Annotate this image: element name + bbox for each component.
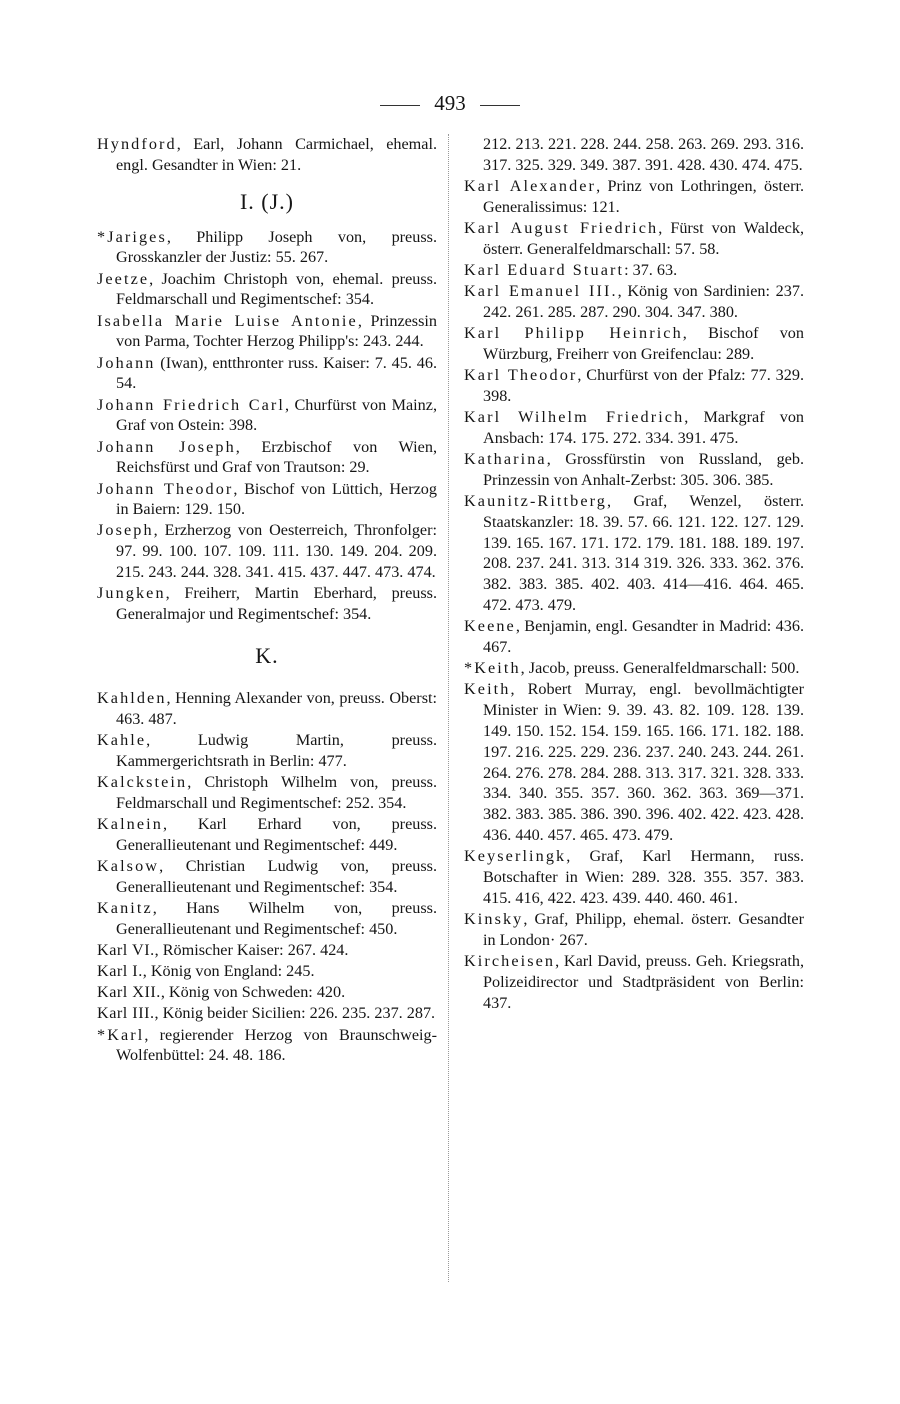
index-entry [97, 1003, 437, 1024]
index-entry [464, 951, 804, 1013]
index-entry [97, 688, 437, 730]
index-entry [464, 218, 804, 260]
entry-details: , Karl Erhard von, preuss. Generallieutenant und Regimentschef: 449. [116, 814, 437, 854]
index-entry [97, 898, 437, 940]
entry-details: , Henning Alexander von, preuss. Oberst: 463. 487. [116, 688, 437, 728]
index-entry [97, 730, 437, 772]
entry-name: Karl VI. [97, 940, 155, 959]
entry-name: *Karl [97, 1025, 145, 1044]
entry-details: , König von Sardinien: 237. 242. 261. 285. 287. 290. 304. 347. 380. [483, 282, 804, 321]
entry-details: , Erzbischof von Wien, Reichsfürst und Graf von Trautson: 29. [116, 437, 437, 477]
entry-details: , Römischer Kaiser: 267. 424. [154, 940, 349, 959]
index-entry [97, 479, 437, 521]
entry-name: Karl Emanuel III. [464, 282, 618, 301]
index-entry [464, 449, 804, 491]
entry-details: , regierender Herzog von Braunschweig-Wolfenbüttel: 24. 48. 186. [116, 1025, 437, 1065]
entry-name: *Jariges [97, 227, 167, 246]
index-entry [97, 961, 437, 982]
entry-name: Karl Philipp Heinrich [464, 324, 683, 343]
entry-name: Kahle [97, 730, 147, 749]
index-entry [464, 616, 804, 658]
index-entry [97, 583, 437, 625]
entry-name: Karl III. [97, 1004, 155, 1023]
index-entry [97, 311, 437, 353]
entry-name: Kaunitz-Rittberg [464, 492, 607, 511]
section-heading: I. (J.) [239, 188, 295, 214]
index-entry [97, 353, 437, 395]
entry-name: *Keith [464, 659, 521, 678]
index-entry-continuation: 212. 213. 221. 228. 244. 258. 263. 269. 293. 316. 317. 325. 329. 349. 387. 391. 428. 430. 474. 475. [483, 135, 804, 174]
index-entry [464, 260, 804, 281]
entry-details: , Grossfürstin von Russland, geb. Prinzessin von Anhalt-Zerbst: 305. 306. 385. [483, 450, 804, 489]
entry-details: , König von Schweden: 420. [160, 983, 346, 1002]
entry-name: Karl Eduard Stuart [464, 260, 625, 279]
entry-details: , Graf, Wenzel, österr. Staatskanzler: 18. 39. 57. 66. 121. 122. 127. 129. 139. 165. 167. 171. 172. 179. 181. 188. 189. 197. 208. 237. 241. 313. 314 319. 326. 333. 362. 376. 382. 383. 385. 402. 403. 414—416. 464. 465. 472. 473. 479. [483, 492, 804, 615]
entry-details: , Graf, Karl Hermann, russ. Botschafter in Wien: 289. 328. 355. 357. 383. 415. 416, 422. 423. 439. 440. 460. 461. [483, 847, 804, 907]
entry-name: Johann Joseph [97, 437, 236, 456]
entry-details: , Benjamin, engl. Gesandter in Madrid: 436. 467. [483, 617, 804, 657]
index-entry [97, 437, 437, 479]
header-rule-right [480, 105, 520, 106]
entry-name: Kircheisen [464, 951, 556, 970]
entry-details: : 37. 63. [624, 260, 678, 279]
index-entry [464, 176, 804, 218]
entry-details: (Iwan), entthronter russ. Kaiser: 7. 45. 46. 54. [116, 353, 437, 393]
index-entry [97, 982, 437, 1003]
index-entry [464, 909, 804, 951]
index-entry [97, 772, 437, 814]
index-entry [464, 679, 804, 845]
entry-name: Karl August Friedrich [464, 218, 659, 237]
entry-name: Karl XII. [97, 983, 161, 1002]
entry-details: , Christoph Wilhelm von, preuss. Feldmarschall und Regimentschef: 252. 354. [116, 772, 437, 812]
header-rule-left [380, 105, 420, 106]
index-entry [464, 281, 804, 323]
entry-details: , König beider Sicilien: 226. 235. 237. 287. [154, 1004, 436, 1023]
index-entry [464, 323, 804, 365]
index-entry [97, 269, 437, 311]
entry-name: Kanitz [97, 898, 153, 917]
index-column-right [464, 134, 804, 1014]
entry-name: Kalnein [97, 814, 163, 833]
index-entry [97, 940, 437, 961]
index-entry [464, 846, 804, 908]
entry-details: , Christian Ludwig von, preuss. Generallieutenant und Regimentschef: 354. [116, 856, 437, 896]
entry-details: , Prinzessin von Parma, Tochter Herzog Philipp's: 243. 244. [116, 311, 438, 351]
entry-name: Kalckstein [97, 772, 188, 791]
entry-details: , Bischof von Würzburg, Freiherr von Greifenclau: 289. [483, 324, 804, 363]
entry-name: Keyserlingk [464, 847, 567, 866]
entry-details: , Earl, Johann Carmichael, ehemal. engl. Gesandter in Wien: 21. [116, 135, 437, 174]
entry-details: , Karl David, preuss. Geh. Kriegsrath, Polizeidirector und Stadtpräsident von Berlin: 437. [483, 951, 804, 1012]
entry-details: , Churfürst von Mainz, Graf von Ostein: 398. [116, 395, 437, 435]
index-entry [97, 1025, 437, 1067]
entry-details: , Joachim Christoph von, ehemal. preuss. Feldmarschall und Regimentschef: 354. [116, 269, 437, 309]
entry-name: Karl Wilhelm Friedrich [464, 408, 685, 427]
entry-details: , Churfürst von der Pfalz: 77. 329. 398. [483, 366, 804, 405]
entry-details: , Freiherr, Martin Eberhard, preuss. Generalmajor und Regimentschef: 354. [116, 584, 437, 624]
entry-name: Karl Theodor [464, 366, 578, 385]
entry-details: , Hans Wilhelm von, preuss. Generallieutenant und Regimentschef: 450. [116, 898, 437, 938]
index-entry [464, 491, 804, 616]
entry-details: , Jacob, preuss. Generalfeldmarschall: 500. [520, 659, 800, 678]
column-divider [448, 134, 449, 1282]
entry-name: Jeetze [97, 269, 150, 288]
entry-name: Hyndford [97, 135, 177, 153]
entry-name: Johann [97, 353, 156, 372]
index-entry [464, 365, 804, 407]
entry-name: Keene [464, 617, 516, 636]
index-entry [464, 407, 804, 449]
entry-name: Kahlden [97, 688, 167, 707]
entry-details: , Philipp Joseph von, preuss. Grosskanzler der Justiz: 55. 267. [116, 227, 437, 267]
entry-details: , Robert Murray, engl. bevollmächtigter Minister in Wien: 9. 39. 43. 82. 109. 128. 139. 149. 150. 152. 154. 159. 165. 166. 171. 182. 188. 197. 216. 225. 229. 236. 237. 240. 243. 244. 261. 264. 276. 278. 284. 288. 313. 317. 321. 328. 333. 334. 340. 355. 357. 360. 362. 363. 369—371. 382. 383. 385. 386. 390. 396. 402. 422. 423. 428. 436. 440. 457. 465. 473. 479. [483, 680, 804, 844]
entry-details: , Erzherzog von Oesterreich, Thronfolger: 97. 99. 100. 107. 109. 111. 130. 149. 204. 209. 215. 243. 244. 328. 341. 415. 437. 447. 473. 474. [116, 521, 437, 582]
entry-name: Johann Friedrich Carl [97, 395, 285, 414]
index-entry [97, 134, 437, 176]
entry-name: Katharina [464, 450, 547, 469]
index-entry [97, 395, 437, 437]
entry-details: , Ludwig Martin, preuss. Kammergerichtsrath in Berlin: 477. [116, 730, 437, 770]
entry-name: Joseph [97, 521, 154, 540]
index-entry [97, 814, 437, 856]
entry-details: , König von England: 245. [142, 961, 315, 980]
index-entry [97, 856, 437, 898]
section-heading: K. [255, 642, 279, 668]
entry-name: Karl I. [97, 961, 143, 980]
entry-name: Karl Alexander [464, 176, 597, 195]
entry-details: , Fürst von Waldeck, österr. Generalfeldmarschall: 57. 58. [483, 218, 805, 258]
index-column-left [97, 134, 437, 1067]
page-header [0, 91, 900, 115]
entry-name: Kinsky [464, 909, 524, 928]
page-number: 493 [434, 91, 466, 115]
index-entry [97, 520, 437, 582]
entry-details: , Bischof von Lüttich, Herzog in Baiern: 129. 150. [116, 479, 437, 519]
entry-details: , Prinz von Lothringen, österr. Generalissimus: 121. [483, 176, 805, 216]
entry-details: , Graf, Philipp, ehemal. österr. Gesandter in London· 267. [483, 909, 804, 949]
entry-details: , Markgraf von Ansbach: 174. 175. 272. 334. 391. 475. [483, 408, 805, 447]
entry-name: Isabella Marie Luise Antonie [97, 311, 358, 330]
entry-name: Keith [464, 680, 511, 699]
entry-name: Johann Theodor [97, 479, 234, 498]
entry-name: Kalsow [97, 856, 160, 875]
index-entry [97, 227, 437, 269]
entry-name: Jungken [97, 584, 166, 603]
index-entry [464, 658, 804, 679]
